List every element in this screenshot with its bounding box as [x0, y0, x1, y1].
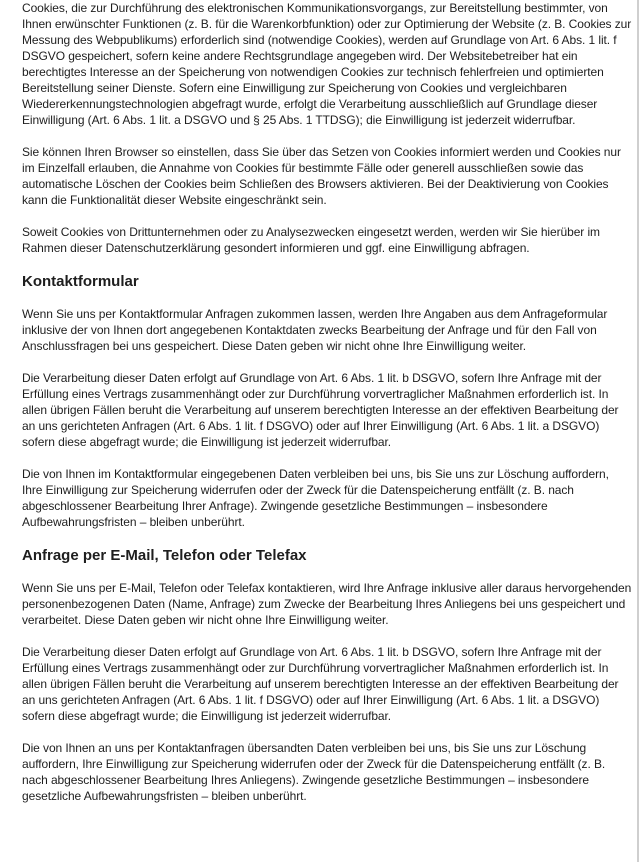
cookies-paragraph-1: Cookies, die zur Durchführung des elektronischen Kommunikationsvorgangs, zur Bereitstellung bestimmter, von Ihnen erwünschter Funktionen (z. B. für die Warenkorbfunktion) oder zur Optimierung der Website (z. B. Cookies zur Messung des Webpublikums) erforderlich sind (notwendige Cookies), werden auf Grundlage von Art. 6 Abs. 1 lit. f DSGVO gespeichert, sofern keine andere Rechtsgrundlage angegeben wird. Der Websitebetreiber hat ein berechtigtes Interesse an der Speicherung von notwendigen Cookies zur technisch fehlerfreien und optimierten Bereitstellung seiner Dienste. Sofern eine Einwilligung zur Speicherung von Cookies und vergleichbaren Wiedererkennungstechnologien abgefragt wurde, erfolgt die Verarbeitung ausschließlich auf Grundlage dieser Einwilligung (Art. 6 Abs. 1 lit. a DSGVO und § 25 Abs. 1 TTDSG); die Einwilligung ist jederzeit widerrufbar. — [22, 1, 632, 127]
cookies-paragraph-2: Sie können Ihren Browser so einstellen, dass Sie über das Setzen von Cookies informiert werden und Cookies nur im Einzelfall erlauben, die Annahme von Cookies für bestimmte Fälle oder generell ausschließen sowie das automatische Löschen der Cookies beim Schließen des Browsers aktivieren. Bei der Deaktivierung von Cookies kann die Funktionalität dieser Website eingeschränkt sein. — [22, 145, 621, 207]
anfrage-paragraph-3: Die von Ihnen an uns per Kontaktanfragen übersandten Daten verbleiben bei uns, bis Sie uns zur Löschung auffordern, Ihre Einwilligung zur Speicherung widerrufen oder der Zweck für die Datenspeicherung entfällt (z. B. nach abgeschlossener Bearbeitung Ihres Anliegens). Zwingende gesetzliche Bestimmungen – insbesondere gesetzliche Aufbewahrungsfristen – bleiben unberührt. — [22, 741, 606, 803]
kontaktformular-heading: Kontaktformular — [22, 273, 139, 290]
anfrage-heading: Anfrage per E-Mail, Telefon oder Telefax — [22, 547, 307, 564]
kontaktformular-paragraph-1: Wenn Sie uns per Kontaktformular Anfragen zukommen lassen, werden Ihre Angaben aus dem Anfrageformular inklusive der von Ihnen dort angegebenen Kontaktdaten zwecks Bearbeitung der Anfrage und für den Fall von Anschlussfragen bei uns gespeichert. Diese Daten geben wir nicht ohne Ihre Einwilligung weiter. — [22, 307, 608, 353]
cookies-paragraph-3: Soweit Cookies von Drittunternehmen oder zu Analysezwecken eingesetzt werden, werden wir Sie hierüber im Rahmen dieser Datenschutzerklärung gesondert informieren und ggf. eine Einwilligung abfragen. — [22, 225, 600, 255]
anfrage-paragraph-2: Die Verarbeitung dieser Daten erfolgt auf Grundlage von Art. 6 Abs. 1 lit. b DSGVO, sofern Ihre Anfrage mit der Erfüllung eines Vertrags zusammenhängt oder zur Durchführung vorvertraglicher Maßnahmen erforderlich ist. In allen übrigen Fällen beruht die Verarbeitung auf unserem berechtigten Interesse an der effektiven Bearbeitung der an uns gerichteten Anfragen (Art. 6 Abs. 1 lit. f DSGVO) oder auf Ihrer Einwilligung (Art. 6 Abs. 1 lit. a DSGVO) sofern diese abgefragt wurde; die Einwilligung ist jederzeit widerrufbar. — [22, 645, 619, 723]
privacy-policy-content — [22, 0, 632, 820]
kontaktformular-paragraph-2: Die Verarbeitung dieser Daten erfolgt auf Grundlage von Art. 6 Abs. 1 lit. b DSGVO, sofern Ihre Anfrage mit der Erfüllung eines Vertrags zusammenhängt oder zur Durchführung vorvertraglicher Maßnahmen erforderlich ist. In allen übrigen Fällen beruht die Verarbeitung auf unserem berechtigten Interesse an der effektiven Bearbeitung der an uns gerichteten Anfragen (Art. 6 Abs. 1 lit. f DSGVO) oder auf Ihrer Einwilligung (Art. 6 Abs. 1 lit. a DSGVO) sofern diese abgefragt wurde; die Einwilligung ist jederzeit widerrufbar. — [22, 371, 619, 449]
kontaktformular-paragraph-3: Die von Ihnen im Kontaktformular eingegebenen Daten verbleiben bei uns, bis Sie uns zur Löschung auffordern, Ihre Einwilligung zur Speicherung widerrufen oder der Zweck für die Datenspeicherung entfällt (z. B. nach abgeschlossener Bearbeitung Ihrer Anfrage). Zwingende gesetzliche Bestimmungen – insbesondere Aufbewahrungsfristen – bleiben unberührt. — [22, 467, 609, 529]
anfrage-paragraph-1: Wenn Sie uns per E-Mail, Telefon oder Telefax kontaktieren, wird Ihre Anfrage inklusive aller daraus hervorgehenden personenbezogenen Daten (Name, Anfrage) zum Zwecke der Bearbeitung Ihres Anliegens bei uns gespeichert und verarbeitet. Diese Daten geben wir nicht ohne Ihre Einwilligung weiter. — [22, 581, 632, 627]
